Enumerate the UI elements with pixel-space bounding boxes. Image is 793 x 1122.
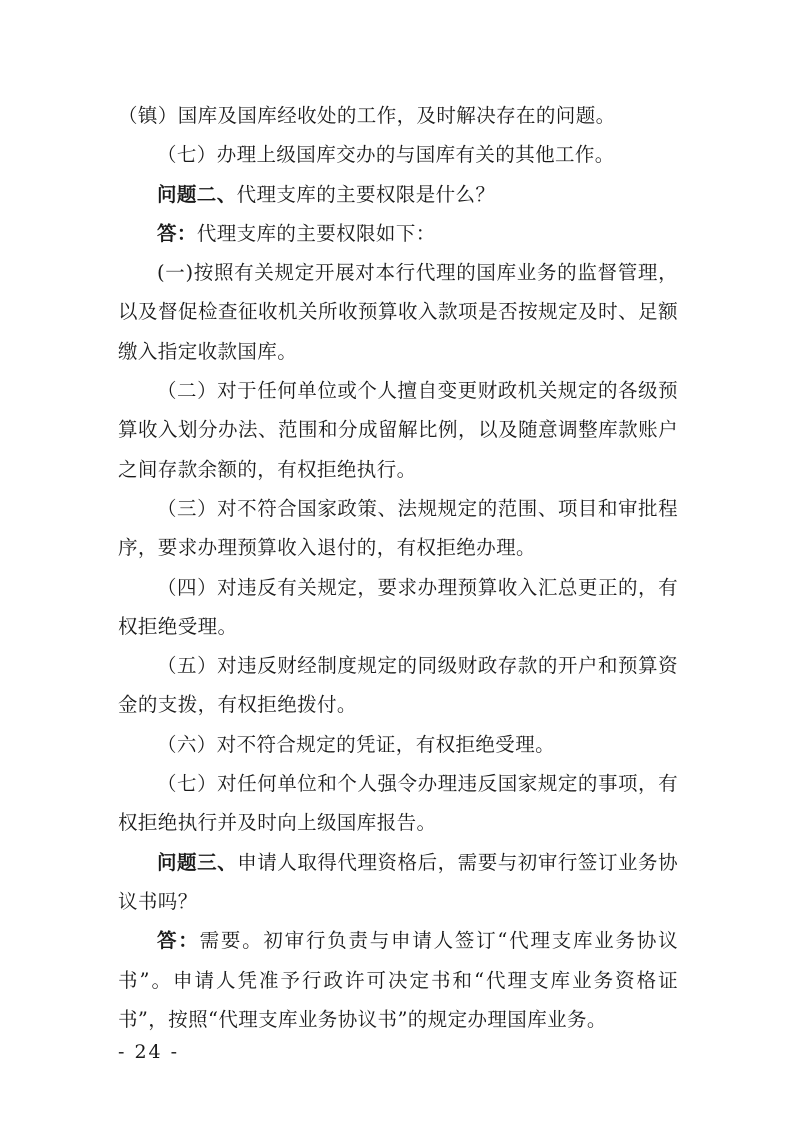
paragraph-continuation	[118, 96, 678, 135]
paragraph-text: (一)按照有关规定开展对本行代理的国库业务的监督管理，以及督促检查征收机关所收预算收入款项是否按规定及时、足额缴入指定收款国库。	[118, 261, 678, 363]
answer-two-item-3	[118, 489, 678, 568]
answer-label: 答：	[157, 221, 197, 245]
question-text: 代理支库的主要权限是什么？	[236, 182, 496, 206]
answer-two	[118, 214, 678, 253]
paragraph-item-seven	[118, 135, 678, 174]
answer-text: 需要。初审行负责与申请人签订“代理支库业务协议书”。申请人凭准予行政许可决定书和“代理支库业务资格证书”，按照“代理支库业务协议书”的规定办理国库业务。	[118, 929, 678, 1031]
answer-text: 代理支库的主要权限如下：	[196, 221, 436, 245]
paragraph-text: （二）对于任何单位或个人擅自变更财政机关规定的各级预算收入划分办法、范围和分成留解比例，以及随意调整库款账户之间存款余额的，有权拒绝执行。	[118, 379, 678, 481]
answer-two-item-6	[118, 725, 678, 764]
document-body	[118, 96, 678, 1039]
answer-two-item-4	[118, 568, 678, 647]
paragraph-text: （镇）国库及国库经收处的工作，及时解决存在的问题。	[118, 104, 616, 127]
question-two	[118, 175, 678, 214]
question-label: 问题二、	[157, 182, 237, 206]
paragraph-text: （七）对任何单位和个人强令办理违反国家规定的事项，有权拒绝执行并及时向上级国库报告。	[118, 772, 678, 835]
answer-two-item-2	[118, 371, 678, 489]
question-label: 问题三、	[157, 850, 238, 874]
paragraph-text: （五）对违反财经制度规定的同级财政存款的开户和预算资金的支拨，有权拒绝拨付。	[118, 654, 678, 717]
question-three	[118, 843, 678, 922]
question-text: 申请人取得代理资格后，需要与初审行签订业务协议书吗？	[118, 850, 678, 913]
answer-label: 答：	[157, 929, 200, 953]
paragraph-text: （三）对不符合国家政策、法规规定的范围、项目和审批程序，要求办理预算收入退付的，有权拒绝办理。	[118, 496, 678, 560]
answer-two-item-7	[118, 764, 678, 843]
answer-two-item-5	[118, 646, 678, 725]
page-number: - 24 -	[118, 1041, 180, 1063]
paragraph-text: （七）办理上级国库交办的与国库有关的其他工作。	[157, 143, 615, 167]
answer-three	[118, 921, 678, 1039]
paragraph-text: （六）对不符合规定的凭证，有权拒绝受理。	[157, 732, 556, 756]
paragraph-text: （四）对违反有关规定，要求办理预算收入汇总更正的，有权拒绝受理。	[118, 575, 678, 638]
answer-two-item-1	[118, 253, 678, 371]
